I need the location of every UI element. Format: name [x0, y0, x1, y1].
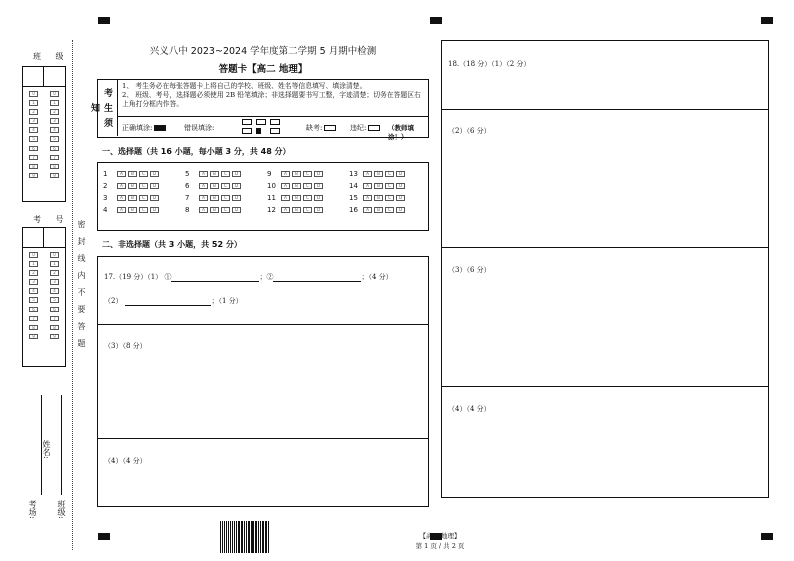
- omr-bubble[interactable]: 2: [50, 270, 59, 276]
- barcode-bar: [260, 521, 261, 553]
- q17-part-4: （4）（4 分）: [104, 457, 147, 465]
- registration-mark-top-left: [98, 17, 110, 24]
- option-bubble-d[interactable]: D: [232, 195, 241, 201]
- class-omr-grid: [22, 66, 66, 202]
- option-bubble-d[interactable]: D: [396, 171, 405, 177]
- violation-label: 违纪:: [350, 124, 367, 132]
- omr-bubble[interactable]: 9: [29, 173, 38, 179]
- barcode-bar: [232, 521, 233, 553]
- option-bubble-b[interactable]: B: [374, 171, 383, 177]
- omr-bubble[interactable]: 2: [50, 109, 59, 115]
- option-bubble-b[interactable]: B: [292, 207, 301, 213]
- notice-body: [122, 82, 427, 109]
- question-number: 15: [349, 194, 358, 202]
- q17-separator-1: [98, 324, 428, 325]
- q18-part-2: （2）（6 分）: [448, 127, 491, 135]
- seal-dotted-line: [72, 40, 73, 550]
- barcode-bar: [256, 521, 257, 553]
- number-omr-column-1[interactable]: [29, 252, 38, 339]
- choice-question-1: [103, 170, 161, 178]
- option-bubble-b[interactable]: B: [210, 195, 219, 201]
- option-bubble-b[interactable]: B: [128, 171, 137, 177]
- omr-bubble[interactable]: 7: [29, 316, 38, 322]
- option-bubble-d[interactable]: D: [232, 171, 241, 177]
- q17-part-3: （3）（8 分）: [104, 342, 147, 350]
- omr-bubble[interactable]: 3: [29, 118, 38, 124]
- option-bubble-a[interactable]: A: [363, 195, 372, 201]
- barcode-bar: [242, 521, 243, 553]
- option-bubble-c[interactable]: C: [139, 183, 148, 189]
- number-omr-column-2[interactable]: [50, 252, 59, 339]
- barcode-bar: [262, 521, 264, 553]
- option-bubble-b[interactable]: B: [374, 195, 383, 201]
- question-number: 3: [103, 194, 108, 202]
- barcode-bar: [266, 521, 267, 553]
- option-bubble-b[interactable]: B: [374, 207, 383, 213]
- name-line[interactable]: [61, 395, 62, 495]
- omr-bubble[interactable]: 3: [50, 118, 59, 124]
- option-bubble-c[interactable]: C: [303, 171, 312, 177]
- registration-mark-bottom-left: [98, 533, 110, 540]
- barcode-bar: [236, 521, 237, 553]
- omr-bubble[interactable]: 6: [50, 307, 59, 313]
- omr-bubble[interactable]: 1: [29, 261, 38, 267]
- question-number: 6: [185, 182, 190, 190]
- choice-question-15: [349, 194, 407, 202]
- omr-bubble[interactable]: 1: [50, 100, 59, 106]
- omr-bubble[interactable]: 0: [29, 91, 38, 97]
- option-bubble-a[interactable]: A: [199, 183, 208, 189]
- correct-fill-label: 正确填涂:: [122, 124, 153, 132]
- section-1-title: 一、选择题（共 16 小题，每小题 3 分，共 48 分）: [102, 147, 291, 156]
- option-bubble-c[interactable]: C: [385, 171, 394, 177]
- registration-mark-bottom-right: [761, 533, 773, 540]
- option-bubble-c[interactable]: C: [303, 207, 312, 213]
- barcode-bar: [248, 521, 250, 553]
- question-number: 5: [185, 170, 190, 178]
- omr-bubble[interactable]: 7: [50, 316, 59, 322]
- option-bubble-b[interactable]: B: [128, 195, 137, 201]
- option-bubble-a[interactable]: A: [281, 183, 290, 189]
- q17-blank-3[interactable]: [125, 298, 211, 306]
- q18-separator-2: [442, 247, 768, 248]
- exam-number-omr-grid: [22, 227, 66, 367]
- barcode-bar: [244, 521, 245, 553]
- choice-question-16: [349, 206, 407, 214]
- option-bubble-a[interactable]: A: [281, 171, 290, 177]
- option-bubble-a[interactable]: A: [199, 195, 208, 201]
- option-bubble-b[interactable]: B: [128, 207, 137, 213]
- omr-bubble[interactable]: 0: [50, 91, 59, 97]
- q17-separator-2: [98, 438, 428, 439]
- multiple-choice-box: [97, 162, 429, 231]
- option-bubble-c[interactable]: C: [139, 171, 148, 177]
- barcode-bar: [241, 521, 242, 553]
- option-bubble-b[interactable]: B: [292, 195, 301, 201]
- class-label: 班 级: [33, 52, 70, 61]
- option-bubble-d[interactable]: D: [396, 207, 405, 213]
- absent-checkbox[interactable]: [324, 125, 336, 131]
- choice-question-6: [185, 182, 243, 190]
- option-bubble-a[interactable]: A: [281, 195, 290, 201]
- omr-bubble[interactable]: 6: [50, 146, 59, 152]
- option-bubble-b[interactable]: B: [292, 171, 301, 177]
- question-number: 11: [267, 194, 276, 202]
- q18-part-4: （4）（4 分）: [448, 405, 491, 413]
- wrong-fill-label: 错误填涂:: [184, 124, 215, 132]
- choice-question-2: [103, 182, 161, 190]
- violation-checkbox[interactable]: [368, 125, 380, 131]
- omr-bubble[interactable]: 1: [50, 261, 59, 267]
- option-bubble-c[interactable]: C: [139, 207, 148, 213]
- choice-question-11: [267, 194, 325, 202]
- option-bubble-b[interactable]: B: [210, 171, 219, 177]
- omr-bubble[interactable]: 5: [29, 136, 38, 142]
- class-omr-column-1[interactable]: [29, 91, 38, 178]
- omr-bubble[interactable]: 2: [29, 109, 38, 115]
- omr-bubble[interactable]: 4: [50, 288, 59, 294]
- omr-bubble[interactable]: 9: [50, 173, 59, 179]
- choice-question-13: [349, 170, 407, 178]
- barcode-bar: [238, 521, 240, 553]
- barcode-image: [220, 521, 270, 553]
- choice-question-7: [185, 194, 243, 202]
- option-bubble-d[interactable]: D: [150, 195, 159, 201]
- omr-bubble[interactable]: 2: [29, 270, 38, 276]
- q17-blank-1[interactable]: [171, 274, 259, 282]
- choice-question-10: [267, 182, 325, 190]
- exam-room-label: 考场:: [28, 500, 37, 519]
- omr-bubble[interactable]: 5: [50, 297, 59, 303]
- option-bubble-d[interactable]: D: [150, 171, 159, 177]
- absent-label: 缺考:: [306, 124, 323, 132]
- option-bubble-b[interactable]: B: [210, 183, 219, 189]
- q18-part-3: （3）（6 分）: [448, 266, 491, 274]
- option-bubble-d[interactable]: D: [396, 195, 405, 201]
- omr-bubble[interactable]: 4: [29, 288, 38, 294]
- footer-page-number: 第 1 页 / 共 2 页: [415, 542, 465, 550]
- omr-bubble[interactable]: 4: [29, 127, 38, 133]
- name-label: 姓名:: [42, 440, 51, 459]
- option-bubble-b[interactable]: B: [128, 183, 137, 189]
- exam-title: 兴义八中 2023~2024 学年度第二学期 5 月期中检测: [149, 46, 377, 57]
- teacher-fill-note: （教师填涂！）: [388, 124, 414, 141]
- barcode-bar: [226, 521, 228, 553]
- omr-bubble[interactable]: 8: [29, 164, 38, 170]
- option-bubble-c[interactable]: C: [221, 183, 230, 189]
- option-bubble-c[interactable]: C: [385, 207, 394, 213]
- notice-item-1: 1、 考生务必在每张答题卡上将自己的学校、班级、姓名等信息填写、填涂清楚。: [122, 82, 367, 90]
- omr-bubble[interactable]: 4: [50, 127, 59, 133]
- option-bubble-a[interactable]: A: [199, 171, 208, 177]
- barcode-bar: [251, 521, 252, 553]
- barcode-bar: [230, 521, 231, 553]
- registration-mark-top-right: [761, 17, 773, 24]
- answer-sheet-subtitle: 答题卡【高二 地理】: [218, 64, 308, 75]
- option-bubble-d[interactable]: D: [232, 183, 241, 189]
- question-number: 13: [349, 170, 358, 178]
- exam-number-label: 考 号: [33, 215, 70, 224]
- barcode-bar: [252, 521, 253, 553]
- fill-example-row: [118, 116, 428, 141]
- option-bubble-d[interactable]: D: [314, 183, 323, 189]
- barcode-bar: [268, 521, 269, 553]
- omr-bubble[interactable]: 3: [50, 279, 59, 285]
- option-bubble-c[interactable]: C: [221, 207, 230, 213]
- barcode-bar: [265, 521, 266, 553]
- option-bubble-a[interactable]: A: [363, 207, 372, 213]
- question-number: 16: [349, 206, 358, 214]
- option-bubble-a[interactable]: A: [363, 183, 372, 189]
- option-bubble-a[interactable]: A: [199, 207, 208, 213]
- omr-bubble[interactable]: 9: [29, 334, 38, 340]
- barcode-bar: [222, 521, 223, 553]
- choice-question-8: [185, 206, 243, 214]
- q18-part-1: 18.（18 分）（1）（2 分）: [448, 60, 531, 68]
- barcode-bar: [255, 521, 256, 553]
- option-bubble-c[interactable]: C: [221, 171, 230, 177]
- option-bubble-d[interactable]: D: [314, 207, 323, 213]
- choice-question-4: [103, 206, 161, 214]
- correct-fill-sample: [154, 125, 166, 131]
- option-bubble-a[interactable]: A: [117, 171, 126, 177]
- omr-bubble[interactable]: 0: [29, 252, 38, 258]
- wrong-fill-samples: [242, 119, 284, 135]
- notice-item-2: 2、 班级、考号，选择题必须使用 2B 铅笔填涂；非选择题要书写工整，字迹清楚；切务在答题区右上角打分框内作答。: [122, 91, 421, 108]
- question-number: 4: [103, 206, 108, 214]
- notice-label: 考生须知: [98, 80, 118, 136]
- question-number: 14: [349, 182, 358, 190]
- barcode-bar: [234, 521, 235, 553]
- q18-answer-box[interactable]: [441, 40, 769, 498]
- option-bubble-a[interactable]: A: [281, 207, 290, 213]
- registration-mark-top-mid: [430, 17, 442, 24]
- option-bubble-c[interactable]: C: [139, 195, 148, 201]
- question-number: 8: [185, 206, 190, 214]
- omr-bubble[interactable]: 5: [29, 297, 38, 303]
- question-number: 12: [267, 206, 276, 214]
- barcode-bar: [220, 521, 221, 553]
- class-omr-column-2[interactable]: [50, 91, 59, 178]
- question-number: 1: [103, 170, 108, 178]
- omr-bubble[interactable]: 6: [29, 146, 38, 152]
- barcode-bar: [246, 521, 247, 553]
- omr-bubble[interactable]: 5: [50, 136, 59, 142]
- q17-answer-box[interactable]: [97, 256, 429, 507]
- choice-question-3: [103, 194, 161, 202]
- option-bubble-c[interactable]: C: [303, 195, 312, 201]
- omr-bubble[interactable]: 7: [50, 155, 59, 161]
- omr-bubble[interactable]: 1: [29, 100, 38, 106]
- option-bubble-c[interactable]: C: [385, 195, 394, 201]
- q17-line-1: 17.（19 分）（1） ① ；② ；（4 分）: [104, 273, 393, 281]
- barcode-bar: [224, 521, 225, 553]
- option-bubble-a[interactable]: A: [117, 183, 126, 189]
- q17-blank-2[interactable]: [273, 274, 361, 282]
- option-bubble-c[interactable]: C: [221, 195, 230, 201]
- choice-question-5: [185, 170, 243, 178]
- option-bubble-b[interactable]: B: [292, 183, 301, 189]
- q18-separator-3: [442, 386, 768, 387]
- omr-bubble[interactable]: 8: [29, 325, 38, 331]
- barcode-bar: [258, 521, 259, 553]
- barcode-bar: [228, 521, 229, 553]
- option-bubble-a[interactable]: A: [117, 207, 126, 213]
- omr-bubble[interactable]: 8: [50, 164, 59, 170]
- option-bubble-c[interactable]: C: [385, 183, 394, 189]
- option-bubble-d[interactable]: D: [314, 171, 323, 177]
- option-bubble-d[interactable]: D: [396, 183, 405, 189]
- option-bubble-c[interactable]: C: [303, 183, 312, 189]
- omr-bubble[interactable]: 7: [29, 155, 38, 161]
- choice-question-12: [267, 206, 325, 214]
- omr-bubble[interactable]: 0: [50, 252, 59, 258]
- footer-subject: 【高二 地理】: [419, 532, 461, 540]
- question-number: 10: [267, 182, 276, 190]
- choice-question-14: [349, 182, 407, 190]
- choice-question-9: [267, 170, 325, 178]
- q17-line-2: （2） ；（1 分）: [104, 297, 243, 305]
- question-number: 2: [103, 182, 108, 190]
- option-bubble-a[interactable]: A: [117, 195, 126, 201]
- option-bubble-a[interactable]: A: [363, 171, 372, 177]
- omr-bubble[interactable]: 8: [50, 325, 59, 331]
- question-number: 7: [185, 194, 190, 202]
- omr-bubble[interactable]: 6: [29, 307, 38, 313]
- option-bubble-d[interactable]: D: [314, 195, 323, 201]
- option-bubble-d[interactable]: D: [232, 207, 241, 213]
- question-number: 9: [267, 170, 272, 178]
- option-bubble-b[interactable]: B: [210, 207, 219, 213]
- omr-bubble[interactable]: 3: [29, 279, 38, 285]
- section-2-title: 二、非选择题（共 3 小题，共 52 分）: [102, 240, 242, 249]
- option-bubble-d[interactable]: D: [150, 207, 159, 213]
- class-sign-label: 班级:: [57, 500, 66, 519]
- omr-bubble[interactable]: 9: [50, 334, 59, 340]
- q18-separator-1: [442, 109, 768, 110]
- seal-line-text: 密封线内不要答题: [77, 220, 86, 356]
- option-bubble-d[interactable]: D: [150, 183, 159, 189]
- option-bubble-b[interactable]: B: [374, 183, 383, 189]
- notice-box: [89, 79, 429, 141]
